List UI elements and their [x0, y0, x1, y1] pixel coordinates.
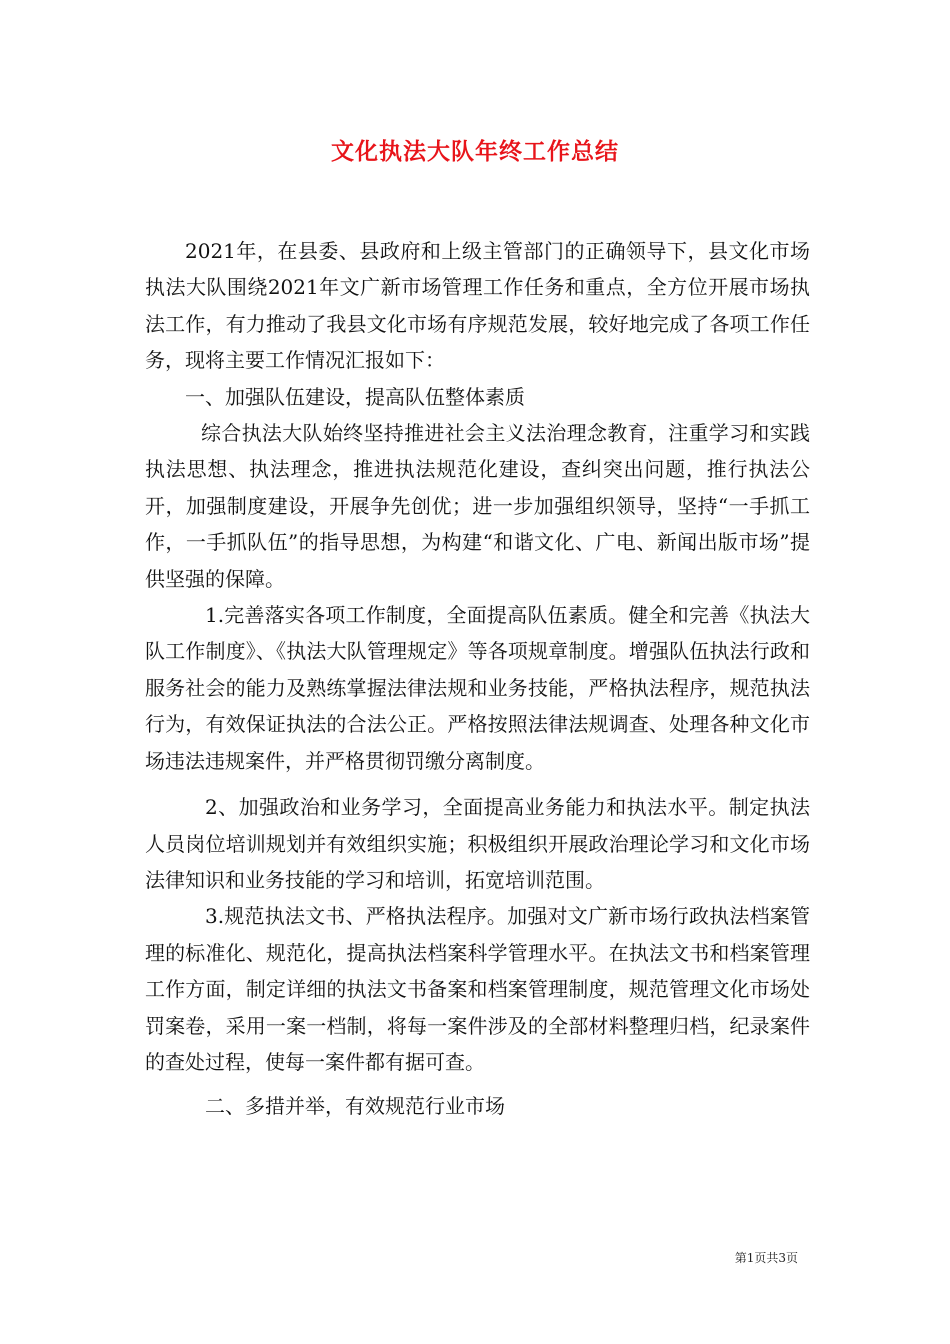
paragraph-item-3: 3.规范执法文书、严格执法程序。加强对文广新市场行政执法档案管理的标准化、规范化，提高执法档案科学管理水平。在执法文书和档案管理工作方面，制定详细的执法文书备案和档案管理制度，规范管理文化市场处罚案卷，采用一案一档制，将每一案件涉及的全部材料整理归档，纪录案件的查处过程，使每一案件都有据可查。 [145, 904, 810, 1074]
intro-paragraph: 2021年，在县委、县政府和上级主管部门的正确领导下，县文化市场执法大队围绕2021年文广新市场管理工作任务和重点，全方位开展市场执法工作，有力推动了我县文化市场有序规范发展，较好地完成了各项工作任务，现将主要工作情况汇报如下： [145, 239, 810, 373]
document-body [145, 233, 810, 1125]
page-title: 文化执法大队年终工作总结 [331, 138, 619, 165]
section-heading-1: 一、加强队伍建设，提高队伍整体素质 [185, 384, 525, 409]
page-number: 第1页共3页 [734, 1251, 798, 1265]
paragraph-item-1: 1.完善落实各项工作制度，全面提高队伍素质。健全和完善《执法大队工作制度》、《执法大队管理规定》等各项规章制度。增强队伍执法行政和服务社会的能力及熟练掌握法律法规和业务技能，严格执法程序，规范执法行为，有效保证执法的合法公正。严格按照法律法规调查、处理各种文化市场违法违规案件，并严格贯彻罚缴分离制度。 [145, 603, 810, 773]
paragraph-item-2: 2、加强政治和业务学习，全面提高业务能力和执法水平。制定执法人员岗位培训规划并有效组织实施；积极组织开展政治理论学习和文化市场法律知识和业务技能的学习和培训，拓宽培训范围。 [145, 795, 810, 892]
paragraph-team-building: 综合执法大队始终坚持推进社会主义法治理念教育，注重学习和实践执法思想、执法理念，推进执法规范化建设，查纠突出问题，推行执法公开，加强制度建设，开展争先创优；进一步加强组织领导，坚持“一手抓工作，一手抓队伍”的指导思想，为构建“和谐文化、广电、新闻出版市场”提供坚强的保障。 [145, 421, 810, 591]
section-heading-2: 二、多措并举，有效规范行业市场 [205, 1094, 505, 1119]
